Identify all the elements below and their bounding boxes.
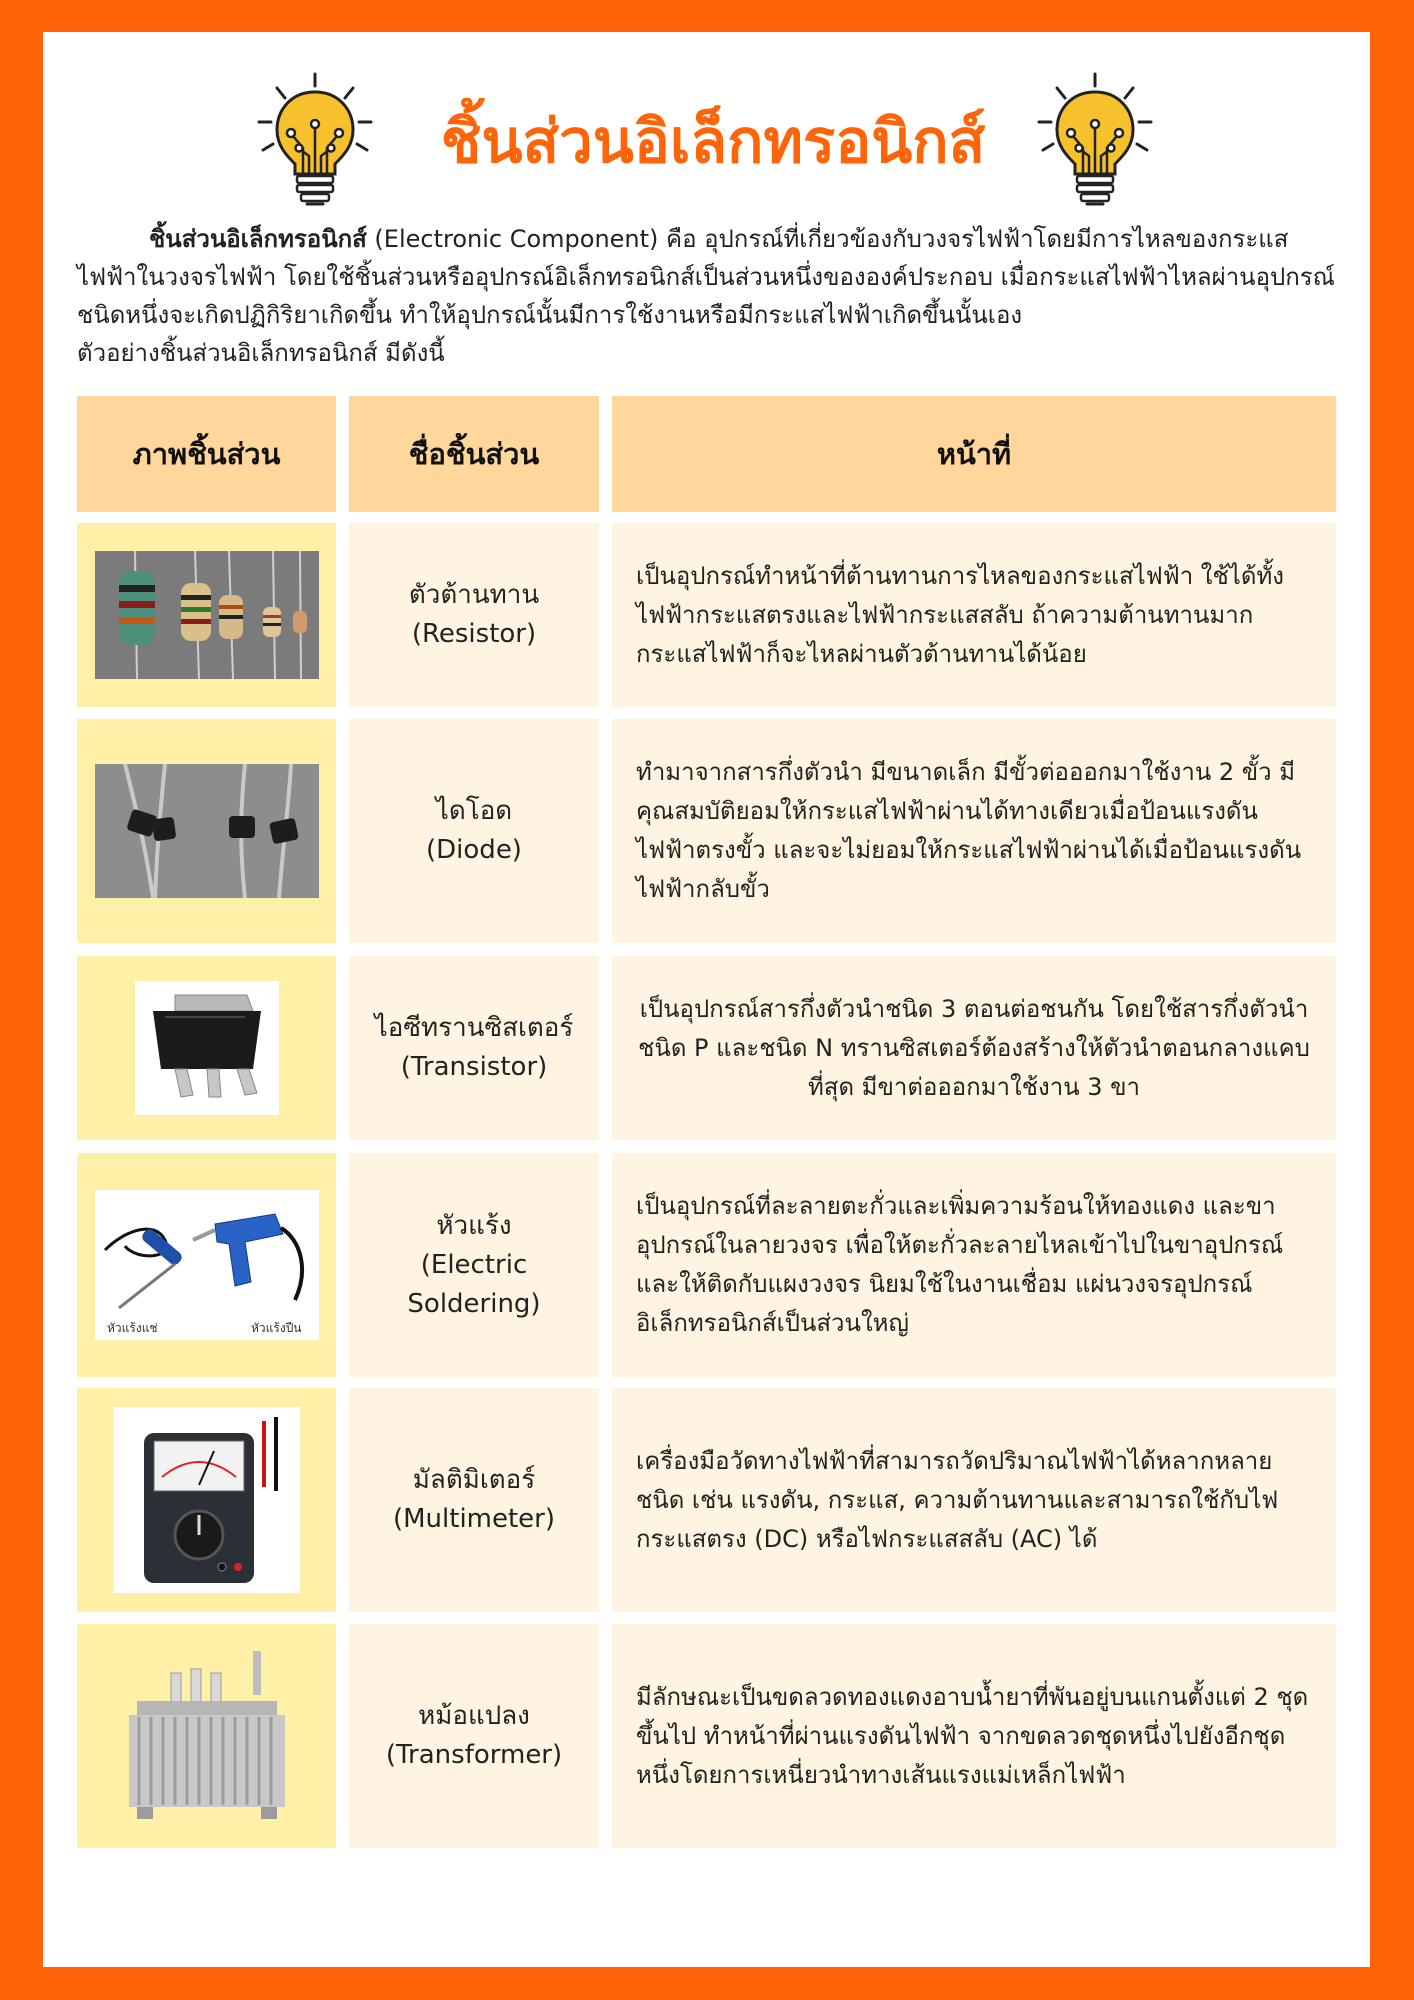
img-label-left: หัวแร้งแช่ [106,1321,158,1335]
resistor-photo [95,551,319,679]
lightbulb-circuit-icon [253,70,377,210]
table-row-name-soldering [349,1153,599,1377]
table-row-image-diode [77,719,336,943]
table-row-desc-diode: ทำมาจากสารกึ่งตัวนำ มีขนาดเล็ก มีขั้วต่อออกมาใช้งาน 2 ขั้ว มีคุณสมบัติยอมให้กระแสไฟฟ้าผ่านได้ทางเดียวเมื่อป้อนแรงดันไฟฟ้าตรงขั้ว และจะไม่ยอมให้กระแสไฟฟ้าผ่านได้เมื่อป้อนแรงดันไฟฟ้ากลับขั้ว [612,719,1336,943]
name-en: (Diode) [426,835,522,865]
lightbulb-circuit-icon [1033,70,1157,210]
table-row-desc-multimeter: เครื่องมือวัดทางไฟฟ้าที่สามารถวัดปริมาณไฟฟ้าได้หลากหลายชนิด เช่น แรงดัน, กระแส, ความต้านทานและสามารถใช้กับไฟกระแสตรง (DC) หรือไฟกระแสสลับ (AC) ได้ [612,1388,1336,1612]
table-row-image-transformer [77,1624,336,1848]
name-th: ตัวต้านทาน [408,580,540,610]
intro-term: ชิ้นส่วนอิเล็กทรอนิกส์ [149,225,367,253]
diode-photo [95,764,319,898]
name-en: (Multimeter) [392,1504,556,1534]
header-image: ภาพชิ้นส่วน [77,396,336,512]
table-row-desc-transformer: มีลักษณะเป็นขดลวดทองแดงอาบน้ำยาที่พันอยู่บนแกนตั้งแต่ 2 ชุดขึ้นไป ทำหน้าที่ผ่านแรงดันไฟฟ้า จากขดลวดชุดหนึ่งไปยังอีกชุดหนึ่งโดยการเหนี่ยวนำทางเส้นแรงแม่เหล็กไฟฟ้า [612,1624,1336,1848]
page-title: ชิ้นส่วนอิเล็กทรอนิกส์ [440,107,986,177]
table-row-name-transistor [349,956,599,1140]
table-row-image-soldering [77,1153,336,1377]
table-row-image-multimeter [77,1388,336,1612]
transformer-photo [107,1643,307,1829]
name-en: (Transistor) [400,1052,548,1082]
title-row [43,70,1370,210]
transistor-photo [135,981,279,1115]
table-row-desc-resistor: เป็นอุปกรณ์ทำหน้าที่ต้านทานการไหลของกระแสไฟฟ้า ใช้ได้ทั้งไฟฟ้ากระแสตรงและไฟฟ้ากระแสสลับ ถ้าความต้านทานมากกระแสไฟฟ้าก็จะไหลผ่านตัวต้านทานได้น้อย [612,523,1336,707]
name-th: มัลติมิเตอร์ [412,1465,536,1495]
table-row-name-resistor [349,523,599,707]
header-function: หน้าที่ [612,396,1336,512]
name-th: หัวแร้ง [436,1210,512,1241]
table-row-image-transistor [77,956,336,1140]
multimeter-photo [114,1407,300,1593]
poster-sheet [43,32,1370,1967]
table-row-name-multimeter [349,1388,599,1612]
intro-line2: ตัวอย่างชิ้นส่วนอิเล็กทรอนิกส์ มีดังนี้ [77,339,445,367]
img-label-right: หัวแร้งปืน [250,1321,302,1335]
intro-text: (Electronic Component) คือ อุปกรณ์ที่เกี่ยวข้องกับวงจรไฟฟ้าโดยมีการไหลของกระแสไฟฟ้าในวงจรไฟฟ้า โดยใช้ชิ้นส่วนหรืออุปกรณ์อิเล็กทรอนิกส์เป็นส่วนหนึ่งขององค์ประกอบ เมื่อกระแสไฟฟ้าไหลผ่านอุปกรณ์ชนิดหนึ่งจะเกิดปฏิกิริยาเกิดขึ้น ทำให้อุปกรณ์นั้นมีการใช้งานหรือมีกระแสไฟฟ้าเกิดขึ้นนั้นเอง [77,225,1335,329]
name-th: หม้อแปลง [418,1701,530,1731]
name-th: ไดโอด [435,796,513,826]
table-row-name-diode [349,719,599,943]
intro-paragraph [77,220,1347,372]
table-row-desc-soldering: เป็นอุปกรณ์ที่ละลายตะกั่วและเพิ่มความร้อนให้ทองแดง และขาอุปกรณ์ในลายวงจร เพื่อให้ตะกั่วละลายไหลเข้าไปในขาอุปกรณ์และให้ติดกับแผงวงจร นิยมใช้ในงานเชื่อม แผ่นวงจรอุปกรณ์อิเล็กทรอนิกส์เป็นส่วนใหญ่ [612,1153,1336,1377]
table-row-name-transformer [349,1624,599,1848]
name-en: (Electric Soldering) [407,1249,541,1319]
header-name: ชื่อชิ้นส่วน [349,396,599,512]
name-en: (Transformer) [385,1740,563,1770]
soldering-photo [95,1190,319,1340]
table-row-desc-transistor: เป็นอุปกรณ์สารกึ่งตัวนำชนิด 3 ตอนต่อชนกัน โดยใช้สารกึ่งตัวนำ ชนิด P และชนิด N ทรานซิสเตอร์ต้องสร้างให้ตัวนำตอนกลางแคบที่สุด มีขาต่อออกมาใช้งาน 3 ขา [612,956,1336,1140]
name-th: ไอซีทรานซิสเตอร์ [374,1013,574,1043]
name-en: (Resistor) [411,619,537,649]
table-row-image-resistor [77,523,336,707]
